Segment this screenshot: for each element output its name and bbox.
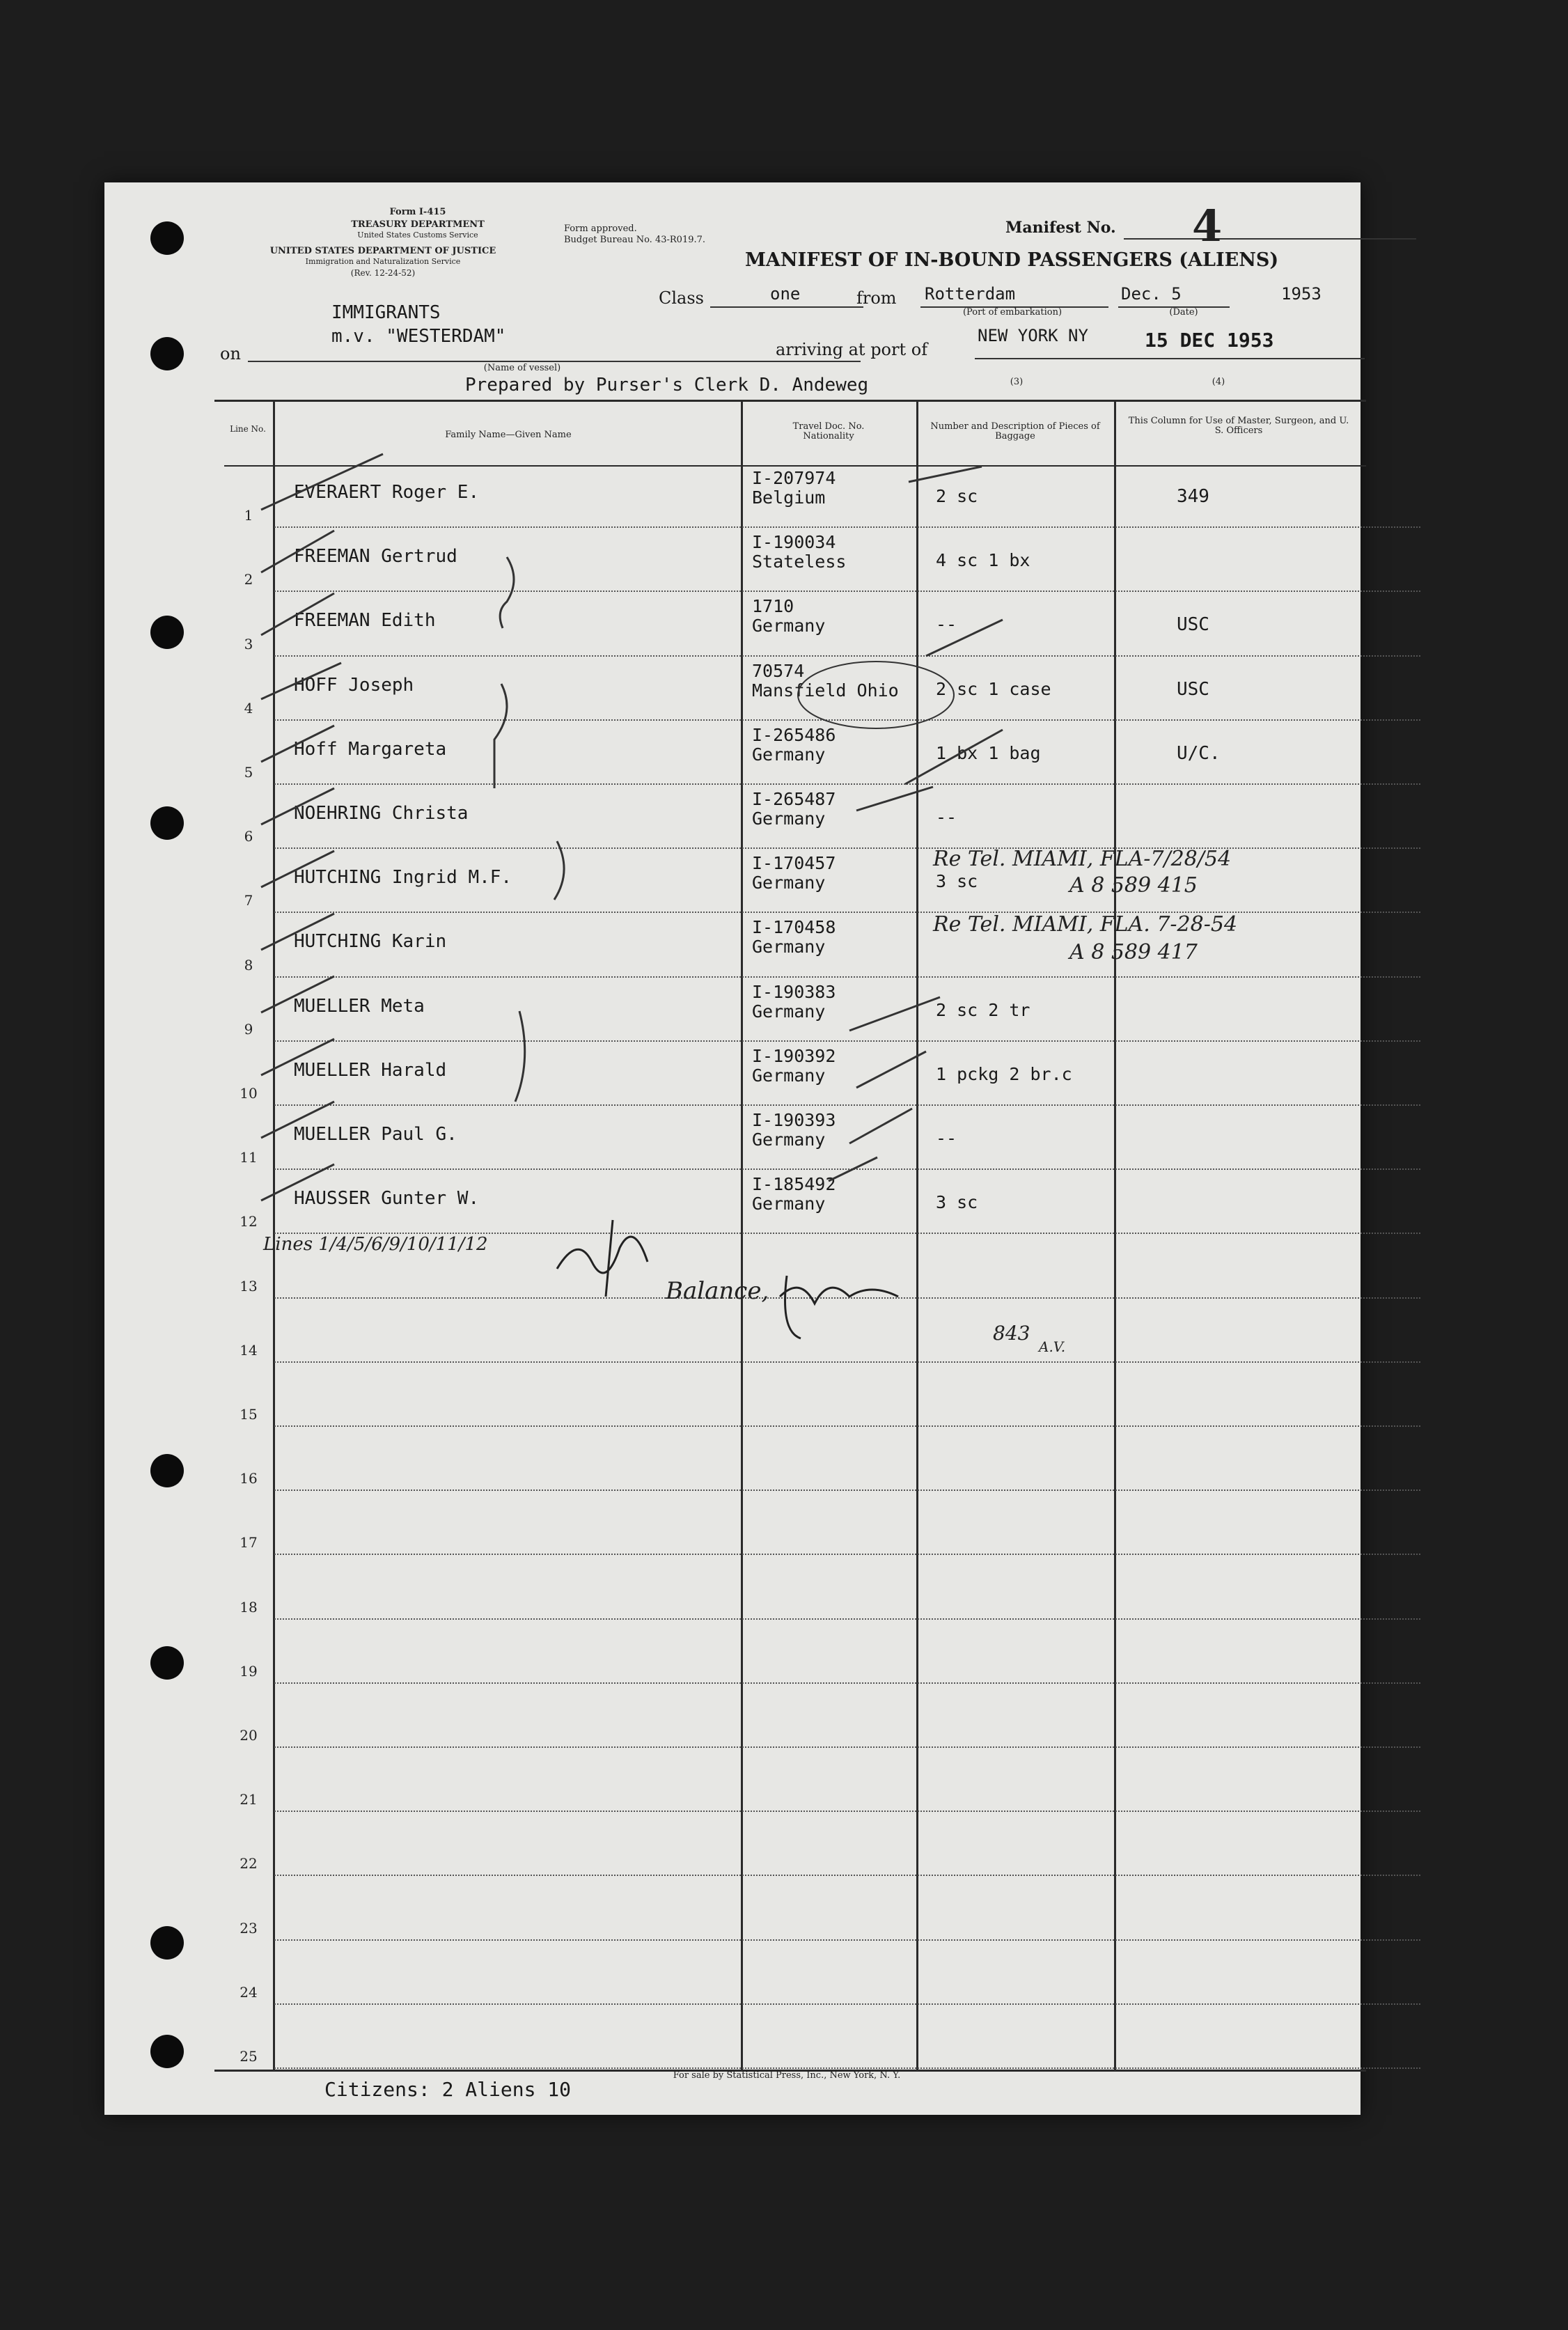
line-number: 1	[244, 507, 253, 524]
line-number: 23	[240, 1919, 258, 1937]
officer-note: USC	[1177, 614, 1209, 636]
balance-note: Balance,	[666, 1277, 769, 1305]
nationality: Germany	[752, 616, 826, 636]
from-label: from	[856, 288, 897, 308]
manifest-title: MANIFEST OF IN-BOUND PASSENGERS (ALIENS)	[745, 249, 1279, 271]
row-rule	[274, 976, 1420, 978]
col-mark-3: (3)	[1010, 377, 1024, 387]
manifest-label: Manifest No.	[1005, 219, 1116, 237]
row-rule	[274, 1811, 1420, 1812]
baggage-description: 2 sc	[936, 486, 978, 506]
baggage-description: 3 sc	[936, 1192, 978, 1213]
passenger-name: Hoff Margareta	[294, 738, 447, 760]
travel-doc-number: I-265487	[752, 789, 836, 809]
passenger-name: EVERAERT Roger E.	[294, 482, 480, 503]
header-bottom-border	[224, 465, 1366, 467]
line-number: 7	[244, 892, 253, 909]
travel-doc-number: 1710	[752, 596, 794, 617]
punch-hole	[150, 221, 184, 255]
check-marks	[104, 182, 1361, 2115]
revision: (Rev. 12-24-52)	[350, 268, 416, 278]
note-line7-b: A 8 589 415	[1069, 873, 1198, 898]
arriving-label: arriving at port of	[776, 340, 928, 359]
travel-doc-number: I-265486	[752, 724, 836, 745]
nationality: Germany	[752, 937, 826, 957]
col-divider-baggage	[1114, 400, 1116, 2071]
line-number: 3	[244, 635, 253, 652]
line-number: 16	[240, 1470, 258, 1487]
inspector-sub: A.V.	[1039, 1338, 1066, 1355]
header-baggage: Number and Description of Pieces of Baggage	[930, 421, 1100, 442]
line-number: 17	[240, 1534, 258, 1551]
note-line7-a: Re Tel. MIAMI, FLA-7/28/54	[933, 847, 1232, 871]
line-number: 6	[244, 828, 253, 845]
class-value: one	[770, 284, 801, 304]
line-number: 20	[240, 1727, 258, 1744]
row-rule	[274, 912, 1420, 913]
line-number: 15	[240, 1406, 258, 1423]
line-number: 13	[240, 1277, 258, 1295]
inspector-number: 843	[993, 1322, 1030, 1345]
nationality: Stateless	[752, 552, 847, 572]
line-number: 11	[240, 1149, 258, 1166]
class-label: Class	[659, 288, 704, 308]
vessel-caption: (Name of vessel)	[483, 363, 561, 373]
travel-doc-number: I-170457	[752, 853, 836, 874]
punch-hole	[150, 1926, 184, 1960]
nationality: Germany	[752, 873, 826, 893]
nationality: Germany	[752, 1065, 826, 1086]
row-rule	[274, 783, 1420, 785]
punch-hole	[150, 337, 184, 370]
passenger-name: MUELLER Paul G.	[294, 1124, 457, 1145]
citizens-aliens-summary: Citizens: 2 Aliens 10	[324, 2078, 572, 2101]
justice-dept: UNITED STATES DEPARTMENT OF JUSTICE	[269, 246, 496, 256]
officer-note: 349	[1177, 486, 1209, 507]
travel-doc-number: I-190383	[752, 981, 836, 1002]
embarkation-date: Dec. 5	[1121, 284, 1182, 304]
punch-hole	[150, 806, 184, 840]
nationality: Germany	[752, 808, 826, 829]
nationality: Germany	[752, 1129, 826, 1150]
table-top-border	[214, 400, 1366, 402]
row-rule	[274, 2067, 1420, 2069]
line-number: 22	[240, 1855, 258, 1872]
vessel-name: m.v. "WESTERDAM"	[331, 326, 506, 347]
note-line8-a: Re Tel. MIAMI, FLA. 7-28-54	[933, 912, 1238, 937]
travel-doc-number: I-170458	[752, 917, 836, 938]
travel-doc-number: I-185492	[752, 1174, 836, 1195]
row-rule	[274, 1746, 1420, 1748]
treasury-dept: TREASURY DEPARTMENT	[351, 219, 485, 230]
punch-hole	[150, 1646, 184, 1680]
passenger-name: MUELLER Harald	[294, 1059, 447, 1081]
row-rule	[274, 526, 1420, 528]
passenger-name: HAUSSER Gunter W.	[294, 1188, 480, 1210]
line-number: 9	[244, 1020, 253, 1038]
line-number: 10	[240, 1085, 258, 1102]
baggage-description: 1 bx 1 bag	[936, 742, 1041, 763]
row-rule	[274, 1618, 1420, 1620]
line-number: 2	[244, 571, 253, 588]
line-number: 21	[240, 1791, 258, 1808]
manifest-number: 4	[1192, 201, 1223, 251]
lines-verified-note: Lines 1/4/5/6/9/10/11/12	[263, 1234, 488, 1255]
form-number: Form I-415	[389, 207, 446, 217]
arrival-underline	[975, 358, 1365, 359]
arrival-date-stamp: 15 DEC 1953	[1145, 329, 1274, 352]
officer-note: U/C.	[1177, 742, 1221, 764]
date-caption: (Date)	[1169, 307, 1198, 318]
manifest-underline	[1124, 238, 1416, 240]
passenger-name: FREEMAN Gertrud	[294, 546, 457, 568]
row-rule	[274, 655, 1420, 657]
line-number: 14	[240, 1341, 258, 1359]
passenger-name: HUTCHING Karin	[294, 931, 447, 953]
header-travel-doc: Travel Doc. No. Nationality	[792, 421, 865, 442]
line-number: 24	[240, 1983, 258, 2001]
note-line8-b: A 8 589 417	[1069, 940, 1198, 964]
baggage-description: 3 sc	[936, 871, 978, 892]
row-rule	[274, 1490, 1420, 1491]
passenger-name: HUTCHING Ingrid M.F.	[294, 867, 512, 889]
prepared-by: Prepared by Purser's Clerk D. Andeweg	[465, 375, 869, 396]
inspector-signature	[536, 1192, 926, 1345]
row-rule	[274, 1875, 1420, 1876]
manifest-sheet	[104, 182, 1361, 2115]
row-rule	[274, 1040, 1420, 1042]
passenger-name: MUELLER Meta	[294, 995, 425, 1017]
baggage-description: --	[936, 807, 957, 827]
ins-service: Immigration and Naturalization Service	[305, 257, 461, 266]
vessel-underline	[248, 361, 861, 362]
travel-doc-number: 70574	[752, 660, 805, 681]
class-underline	[710, 306, 863, 308]
header-line-no: Line No.	[230, 424, 266, 434]
port-caption: (Port of embarkation)	[962, 307, 1063, 318]
row-rule	[274, 1425, 1420, 1427]
officer-note: USC	[1177, 678, 1209, 700]
row-rule	[274, 1361, 1420, 1363]
nationality: Germany	[752, 744, 826, 765]
nationality: Germany	[752, 1001, 826, 1022]
port-of-embarkation: Rotterdam	[925, 284, 1016, 304]
travel-doc-number: I-190393	[752, 1110, 836, 1130]
immigrants-label: IMMIGRANTS	[331, 302, 441, 323]
row-rule	[274, 1554, 1420, 1555]
row-rule	[274, 847, 1420, 849]
customs-service: United States Customs Service	[357, 230, 478, 240]
on-label: on	[220, 344, 241, 363]
arrival-port: NEW YORK NY	[978, 326, 1088, 345]
baggage-description: --	[936, 614, 957, 635]
row-rule	[274, 2003, 1420, 2005]
row-rule	[274, 1682, 1420, 1684]
header-officers: This Column for Use of Master, Surgeon, and U. S. Officers	[1128, 416, 1349, 437]
baggage-description: --	[936, 1128, 957, 1148]
travel-doc-number: I-190034	[752, 532, 836, 553]
line-number: 19	[240, 1662, 258, 1680]
punch-hole	[150, 1454, 184, 1487]
embarkation-year: 1953	[1281, 284, 1322, 304]
nationality: Germany	[752, 1194, 826, 1214]
line-number: 8	[244, 956, 253, 974]
travel-doc-number: I-207974	[752, 468, 836, 488]
baggage-description: 1 pckg 2 br.c	[936, 1063, 1072, 1084]
punch-hole	[150, 2035, 184, 2068]
travel-doc-number: I-190392	[752, 1045, 836, 1066]
nationality: Belgium	[752, 487, 826, 508]
line-number: 18	[240, 1598, 258, 1616]
passenger-name: FREEMAN Edith	[294, 610, 436, 632]
line-number: 4	[244, 699, 253, 717]
line-number: 5	[244, 764, 253, 781]
nationality: Mansfield Ohio	[752, 680, 899, 701]
line-number: 25	[240, 2048, 258, 2065]
row-rule	[274, 1168, 1420, 1170]
passenger-name: HOFF Joseph	[294, 674, 414, 696]
passenger-name: NOEHRING Christa	[294, 803, 469, 824]
baggage-description: 2 sc 2 tr	[936, 999, 1030, 1020]
row-rule	[274, 591, 1420, 592]
row-rule	[274, 1939, 1420, 1941]
form-approved: Form approved.	[564, 224, 637, 234]
col-mark-4: (4)	[1212, 377, 1225, 387]
row-rule	[274, 1104, 1420, 1106]
budget-bureau: Budget Bureau No. 43-R019.7.	[564, 235, 706, 245]
row-rule	[274, 719, 1420, 721]
header-name: Family Name—Given Name	[445, 430, 572, 440]
baggage-description: 2 sc 1 case	[936, 678, 1051, 699]
punch-hole	[150, 616, 184, 649]
baggage-description: 4 sc 1 bx	[936, 550, 1030, 571]
line-number: 12	[240, 1213, 258, 1230]
printer-note: For sale by Statistical Press, Inc., New York, N. Y.	[673, 2070, 901, 2081]
